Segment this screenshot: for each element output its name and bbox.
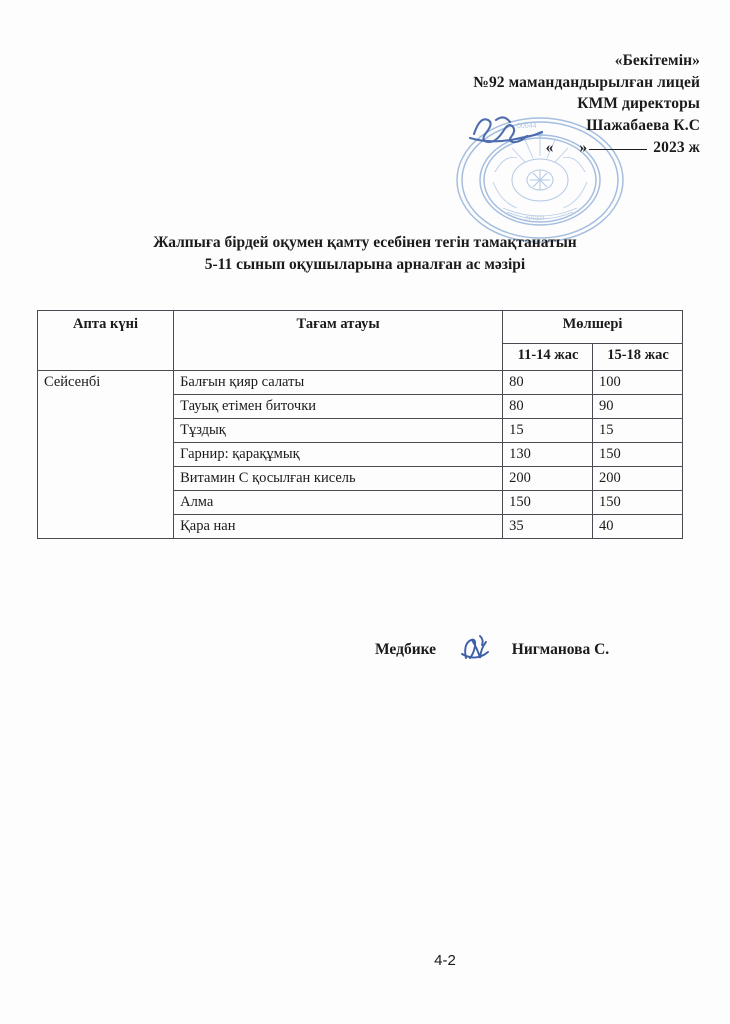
dish-name: Алма	[174, 491, 503, 515]
amount-11-14: 130	[503, 443, 593, 467]
approval-line-institution: №92 мамандандырылған лицей	[473, 73, 700, 91]
amount-15-18: 150	[593, 443, 683, 467]
amount-15-18: 100	[593, 371, 683, 395]
page-number-value: 4-2	[434, 952, 456, 969]
nurse-role-label: Медбике	[375, 641, 437, 658]
amount-11-14: 200	[503, 467, 593, 491]
nurse-signature-mark	[456, 640, 508, 660]
svg-text:ЛИЦЕЙ: ЛИЦЕЙ	[525, 216, 545, 222]
amount-15-18: 200	[593, 467, 683, 491]
page-number-footer	[0, 952, 730, 969]
date-close-quote: »	[579, 139, 588, 156]
dish-name: Қара нан	[174, 515, 503, 539]
approval-line-approve: «Бекітемін»	[614, 52, 700, 69]
amount-11-14: 80	[503, 395, 593, 419]
menu-table	[37, 310, 683, 539]
header-row-top	[38, 311, 683, 344]
date-open-quote: «	[545, 139, 554, 156]
amount-11-14: 35	[503, 515, 593, 539]
director-signature	[468, 112, 573, 146]
amount-11-14: 150	[503, 491, 593, 515]
dish-name: Витамин С қосылған кисель	[174, 467, 503, 491]
table-row	[38, 371, 683, 395]
header-day: Апта күні	[38, 311, 174, 371]
dish-name: Тұздық	[174, 419, 503, 443]
dish-name: Балғын қияр салаты	[174, 371, 503, 395]
approval-line-director-name: Шажабаева К.С	[586, 116, 700, 134]
date-year: 2023 ж	[653, 139, 700, 156]
header-amount: Мөлшері	[503, 311, 683, 344]
menu-table-head	[38, 311, 683, 371]
title-line-1: Жалпыға бірдей оқумен қамту есебінен тегін тамақтанатын	[153, 234, 577, 251]
dish-name: Гарнир: қарақұмық	[174, 443, 503, 467]
title-line-2: 5-11 сынып оқушыларына арналған ас мәзірі	[204, 256, 526, 273]
page-title	[0, 232, 730, 276]
dish-name: Тауық етімен биточки	[174, 395, 503, 419]
amount-11-14: 15	[503, 419, 593, 443]
menu-table-container	[37, 310, 683, 539]
menu-table-body	[38, 371, 683, 539]
amount-15-18: 150	[593, 491, 683, 515]
svg-text:00044: 00044	[517, 123, 537, 130]
day-of-week-cell: Сейсенбі	[38, 371, 174, 539]
nurse-name: Нигманова С.	[511, 641, 610, 658]
nurse-signature-line	[375, 640, 609, 660]
amount-15-18: 40	[593, 515, 683, 539]
amount-15-18: 90	[593, 395, 683, 419]
header-age-group-2: 15-18 жас	[593, 344, 683, 371]
header-age-group-1: 11-14 жас	[503, 344, 593, 371]
amount-11-14: 80	[503, 371, 593, 395]
amount-15-18: 15	[593, 419, 683, 443]
header-dish: Тағам атауы	[174, 311, 503, 371]
approval-line-position: КММ директоры	[577, 95, 700, 112]
date-month-blank	[589, 149, 647, 150]
